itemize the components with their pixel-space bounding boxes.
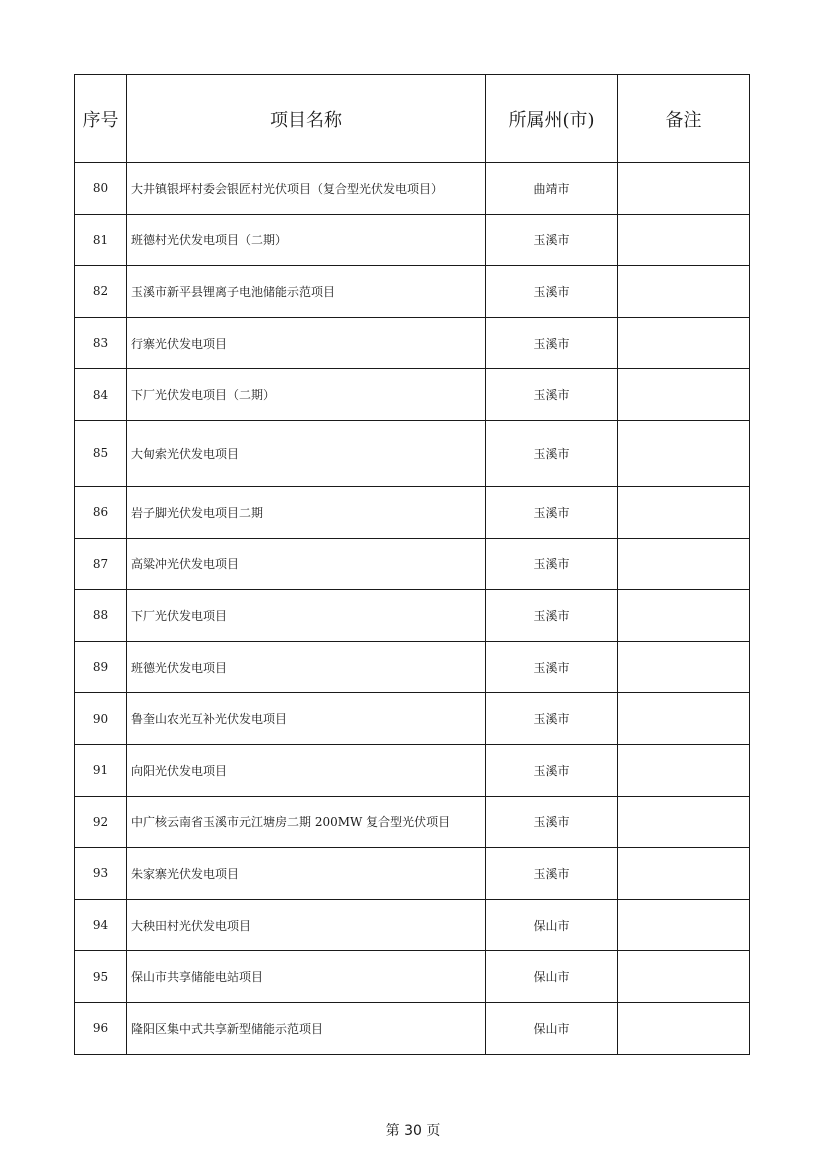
row-serial: 87 [75,538,127,590]
row-city: 玉溪市 [486,420,618,486]
row-city: 玉溪市 [486,641,618,693]
row-remarks [618,951,750,1003]
row-city: 曲靖市 [486,163,618,215]
row-serial: 96 [75,1002,127,1054]
row-project-name: 行寨光伏发电项目 [127,317,486,369]
table-row [75,266,750,318]
row-serial: 92 [75,796,127,848]
row-project-name: 保山市共享储能电站项目 [127,951,486,1003]
table-row [75,899,750,951]
row-project-name: 朱家寨光伏发电项目 [127,848,486,900]
row-remarks [618,214,750,266]
row-serial: 90 [75,693,127,745]
row-serial: 85 [75,420,127,486]
row-remarks [618,538,750,590]
row-project-name: 岩子脚光伏发电项目二期 [127,486,486,538]
row-project-name: 向阳光伏发电项目 [127,744,486,796]
row-project-name: 班德村光伏发电项目（二期） [127,214,486,266]
table-row [75,641,750,693]
table-row [75,848,750,900]
row-remarks [618,796,750,848]
row-city: 玉溪市 [486,369,618,421]
table-row [75,590,750,642]
row-serial: 80 [75,163,127,215]
row-serial: 93 [75,848,127,900]
row-project-name: 下厂光伏发电项目（二期） [127,369,486,421]
page-number: 第 30 页 [385,1123,441,1139]
row-serial: 83 [75,317,127,369]
row-serial: 84 [75,369,127,421]
row-project-name: 大井镇银坪村委会银匠村光伏项目（复合型光伏发电项目） [127,163,486,215]
row-remarks [618,590,750,642]
row-city: 玉溪市 [486,796,618,848]
row-city: 保山市 [486,951,618,1003]
table-row [75,693,750,745]
project-table [74,74,750,1055]
table-row [75,538,750,590]
header-project-name: 项目名称 [127,75,486,163]
row-project-name: 大甸索光伏发电项目 [127,420,486,486]
row-project-name: 高粱冲光伏发电项目 [127,538,486,590]
row-remarks [618,848,750,900]
table-row [75,744,750,796]
row-serial: 95 [75,951,127,1003]
row-city: 玉溪市 [486,744,618,796]
row-city: 玉溪市 [486,693,618,745]
row-city: 玉溪市 [486,538,618,590]
row-remarks [618,266,750,318]
row-remarks [618,317,750,369]
row-remarks [618,486,750,538]
table-row [75,486,750,538]
row-project-name: 班德光伏发电项目 [127,641,486,693]
header-serial-number: 序号 [75,75,127,163]
row-remarks [618,899,750,951]
row-city: 玉溪市 [486,266,618,318]
header-prefecture-city: 所属州(市) [486,75,618,163]
row-city: 保山市 [486,899,618,951]
row-serial: 86 [75,486,127,538]
row-remarks [618,641,750,693]
row-project-name: 下厂光伏发电项目 [127,590,486,642]
table-row [75,796,750,848]
row-project-name: 玉溪市新平县锂离子电池储能示范项目 [127,266,486,318]
row-project-name: 鲁奎山农光互补光伏发电项目 [127,693,486,745]
table-row [75,214,750,266]
header-remarks: 备注 [618,75,750,163]
table-row [75,369,750,421]
row-serial: 91 [75,744,127,796]
row-city: 玉溪市 [486,214,618,266]
row-city: 玉溪市 [486,848,618,900]
row-serial: 82 [75,266,127,318]
table-row [75,951,750,1003]
row-city: 玉溪市 [486,317,618,369]
row-remarks [618,693,750,745]
table-row [75,317,750,369]
row-city: 玉溪市 [486,590,618,642]
table-row [75,163,750,215]
table-row [75,420,750,486]
row-serial: 89 [75,641,127,693]
row-remarks [618,369,750,421]
row-remarks [618,163,750,215]
row-project-name: 大秧田村光伏发电项目 [127,899,486,951]
row-city: 玉溪市 [486,486,618,538]
row-serial: 81 [75,214,127,266]
row-city: 保山市 [486,1002,618,1054]
row-project-name: 隆阳区集中式共享新型储能示范项目 [127,1002,486,1054]
row-project-name: 中广核云南省玉溪市元江塘房二期 200MW 复合型光伏项目 [127,796,486,848]
table-header-row [75,75,750,163]
row-remarks [618,744,750,796]
row-remarks [618,1002,750,1054]
row-serial: 94 [75,899,127,951]
row-remarks [618,420,750,486]
table-row [75,1002,750,1054]
row-serial: 88 [75,590,127,642]
